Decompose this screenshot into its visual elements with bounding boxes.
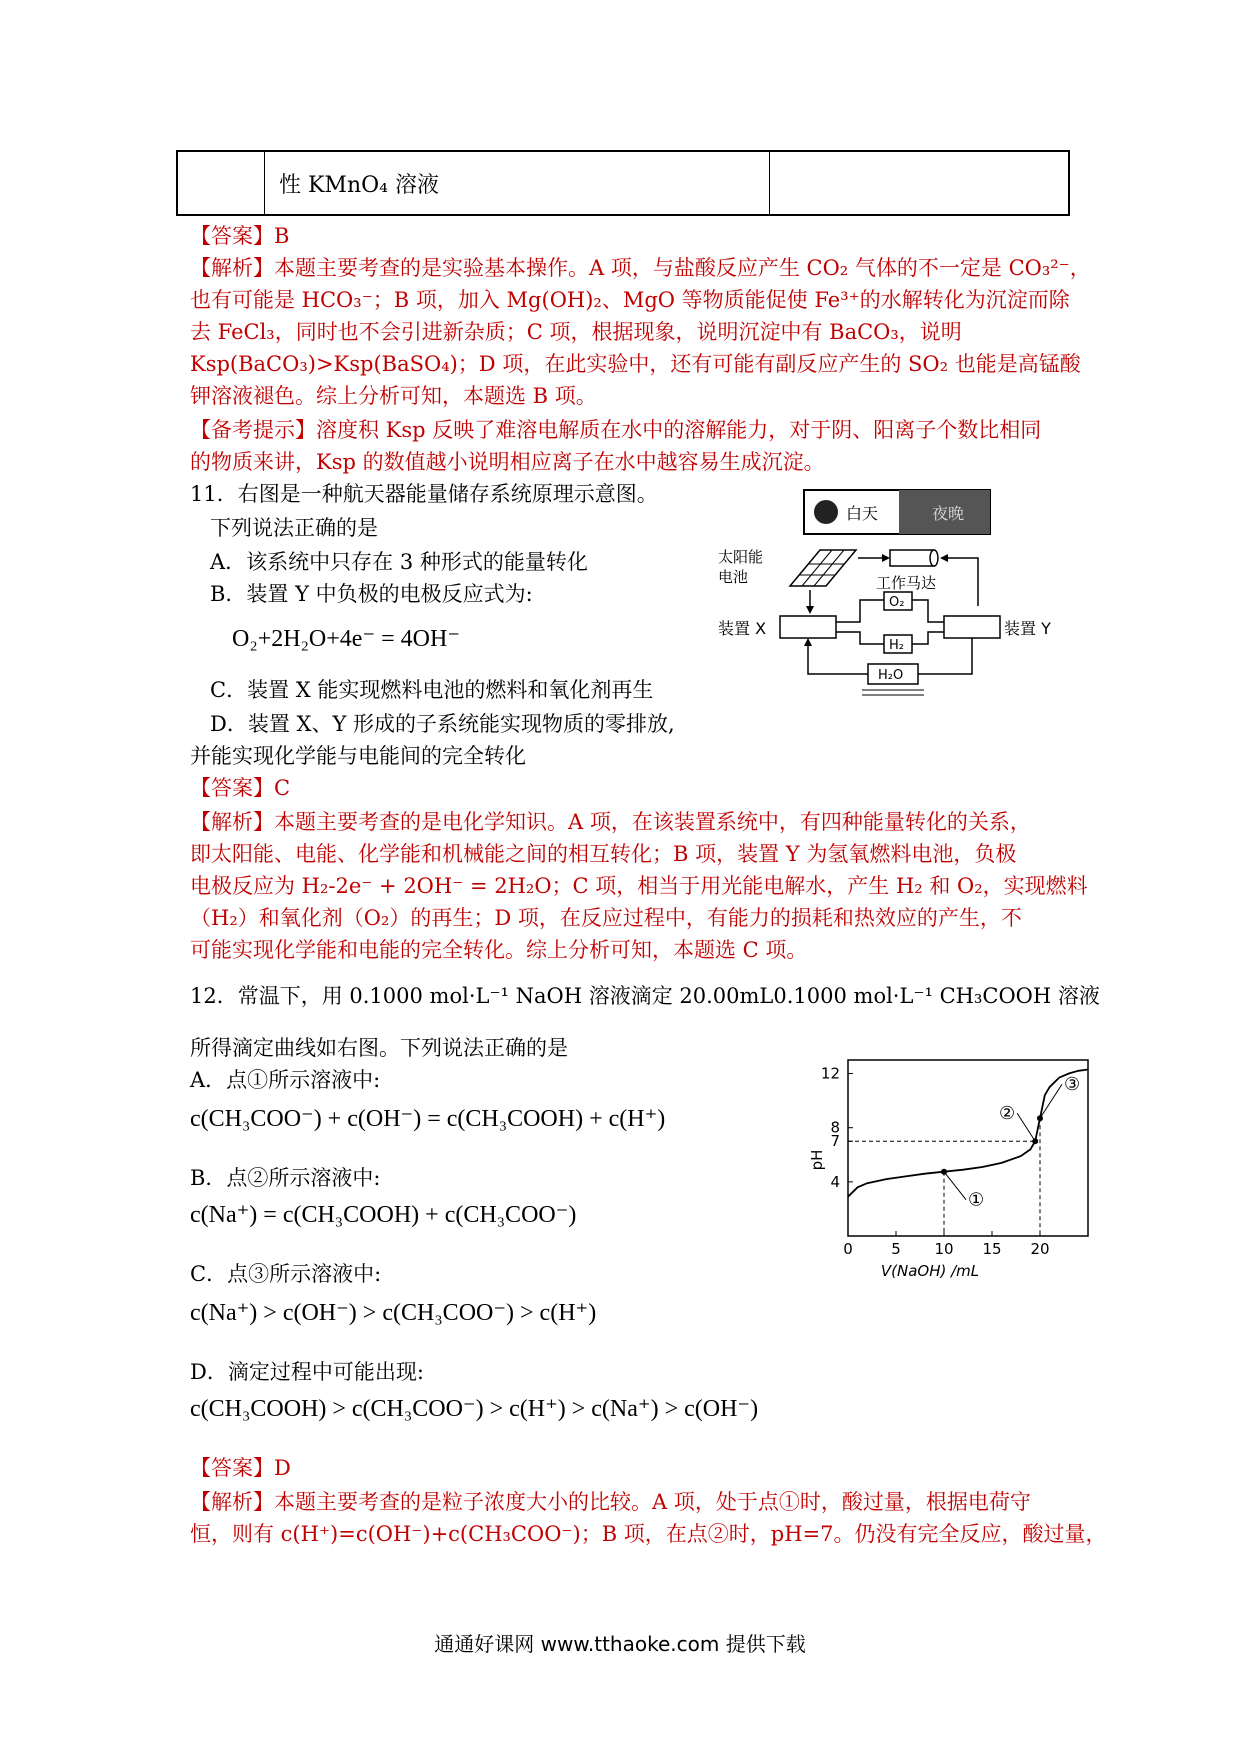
table-cell-text: 性 KMnO₄ 溶液 [279,173,439,198]
q11-analysis-line-5: 可能实现化学能和电能的完全转化。综上分析可知，本题选 C 项。 [190,938,808,962]
q12-option-b: B．点②所示溶液中: [190,1166,381,1190]
q11-option-c: C．装置 X 能实现燃料电池的燃料和氧化剂再生 [210,678,654,702]
q10-answer: 【答案】B [190,224,290,248]
q10-analysis-line-2: 也有可能是 HCO₃⁻；B 项，加入 Mg(OH)₂、MgO 等物质能促使 Fe³⁺的水解转化为沉淀而除 [190,288,1070,312]
sun-icon [814,500,838,524]
q12-answer: 【答案】D [190,1456,291,1480]
q11-option-d: D．装置 X、Y 形成的子系统能实现物质的零排放, [210,712,675,736]
solar-label-1: 太阳能 [718,548,764,566]
q12-option-d-formula: c(CH₃COOH) > c(CH₃COO⁻) > c(H⁺) > c(Na⁺) > c(OH⁻) [190,1396,759,1422]
q11-analysis-line-1: 【解析】本题主要考查的是电化学知识。A 项，在该装置系统中，有四种能量转化的关系， [190,810,1031,834]
q11-stem-2: 下列说法正确的是 [210,516,378,540]
q10-analysis-line-5: 钾溶液褪色。综上分析可知，本题选 B 项。 [190,384,597,408]
q11-option-a: A．该系统中只存在 3 种形式的能量转化 [210,550,588,574]
q11-option-d-line-2: 并能实现化学能与电能间的完全转化 [190,744,526,768]
solar-panel-icon [790,550,856,586]
energy-storage-diagram [718,488,1051,708]
y-tick-label: 8 [830,1118,840,1137]
night-label: 夜晚 [932,504,965,523]
y-tick-label: 7 [830,1132,840,1151]
q11-answer: 【答案】C [190,776,291,800]
q12-analysis-line-2: 恒，则有 c(H⁺)=c(OH⁻)+c(CH₃COO⁻)；B 项，在点②时，pH=7。仍没有完全反应，酸过量， [190,1522,1107,1546]
h2-label: H₂ [889,638,904,653]
day-label: 白天 [846,504,879,523]
x-tick-label: 10 [934,1240,954,1258]
table-fragment [176,150,1070,216]
x-tick-label: 5 [891,1240,901,1258]
q11-analysis-line-4: （H₂）和氧化剂（O₂）的再生；D 项，在反应过程中，有能力的损耗和热效应的产生，不 [190,906,1022,930]
q12-option-a: A．点①所示溶液中: [190,1068,381,1092]
q12-option-a-formula: c(CH₃COO⁻) + c(OH⁻) = c(CH₃COOH) + c(H⁺) [190,1106,666,1132]
q11-analysis-line-2: 即太阳能、电能、化学能和机械能之间的相互转化；B 项，装置 Y 为氢氧燃料电池，负极 [190,842,1017,866]
h2o-label: H₂O [878,668,904,683]
q10-analysis-line-4: Ksp(BaCO₃)>Ksp(BaSO₄)；D 项，在此实验中，还有可能有副反应产生的 SO₂ 也能是高锰酸 [190,352,1081,376]
q12-option-b-formula: c(Na⁺) = c(CH₃COOH) + c(CH₃COO⁻) [190,1202,577,1228]
titration-chart [800,1050,1100,1280]
q12-stem: 12．常温下，用 0.1000 mol·L⁻¹ NaOH 溶液滴定 20.00mL0.1000 mol·L⁻¹ CH₃COOH 溶液 [190,984,1100,1008]
x-tick-label: 0 [843,1240,853,1258]
chart-x-label: V(NaOH) /mL [880,1262,980,1280]
y-tick-label: 12 [820,1064,840,1083]
device-x-label: 装置 X [718,619,767,638]
q10-analysis-line-3: 去 FeCl₃，同时也不会引进新杂质；C 项，根据现象，说明沉淀中有 BaCO₃，说明 [190,320,962,344]
q11-option-b-formula: O₂+2H₂O+4e⁻ = 4OH⁻ [232,626,460,652]
o2-label: O₂ [889,595,905,610]
point-label: ② [999,1103,1016,1125]
x-tick-label: 15 [982,1240,1002,1258]
q11-stem: 11．右图是一种航天器能量储存系统原理示意图。 [190,482,658,506]
motor-icon [890,550,934,566]
q12-option-d: D．滴定过程中可能出现: [190,1360,424,1384]
point-label: ③ [1064,1074,1081,1096]
q10-analysis-line-1: 【解析】本题主要考查的是实验基本操作。A 项，与盐酸反应产生 CO₂ 气体的不一定是 CO₃²⁻， [190,256,1091,280]
point-callout-line [944,1172,966,1200]
point-callout-line [1017,1113,1035,1141]
titration-curve [848,1070,1088,1197]
q10-tip-line-1: 【备考提示】溶度积 Ksp 反映了难溶电解质在水中的溶解能力，对于阴、阳离子个数比相同 [190,418,1042,442]
q12-option-c: C．点③所示溶液中: [190,1262,382,1286]
point-label: ① [968,1189,985,1211]
table-cell-reagent [265,152,770,214]
device-y-box [944,616,1000,638]
solar-label-2: 电池 [718,568,749,586]
q10-tip-line-2: 的物质来讲，Ksp 的数值越小说明相应离子在水中越容易生成沉淀。 [190,450,825,474]
q12-analysis-line-1: 【解析】本题主要考查的是粒子浓度大小的比较。A 项，处于点①时，酸过量，根据电荷守 [190,1490,1031,1514]
x-tick-label: 20 [1030,1240,1050,1258]
q11-option-b: B．装置 Y 中负极的电极反应式为: [210,582,533,606]
chart-y-label: pH [808,1149,826,1171]
device-x-box [780,616,836,638]
q12-stem-2: 所得滴定曲线如右图。下列说法正确的是 [190,1036,568,1060]
motor-label: 工作马达 [876,574,937,592]
q12-option-c-formula: c(Na⁺) > c(OH⁻) > c(CH₃COO⁻) > c(H⁺) [190,1300,597,1326]
table-cell-empty-left [178,152,265,214]
y-tick-label: 4 [830,1172,840,1191]
device-y-label: 装置 Y [1004,619,1051,638]
q11-analysis-line-3: 电极反应为 H₂-2e⁻ + 2OH⁻ = 2H₂O；C 项，相当于用光能电解水，产生 H₂ 和 O₂，实现燃料 [190,874,1088,898]
page-footer: 通通好课网 www.tthaoke.com 提供下载 [434,1632,806,1656]
